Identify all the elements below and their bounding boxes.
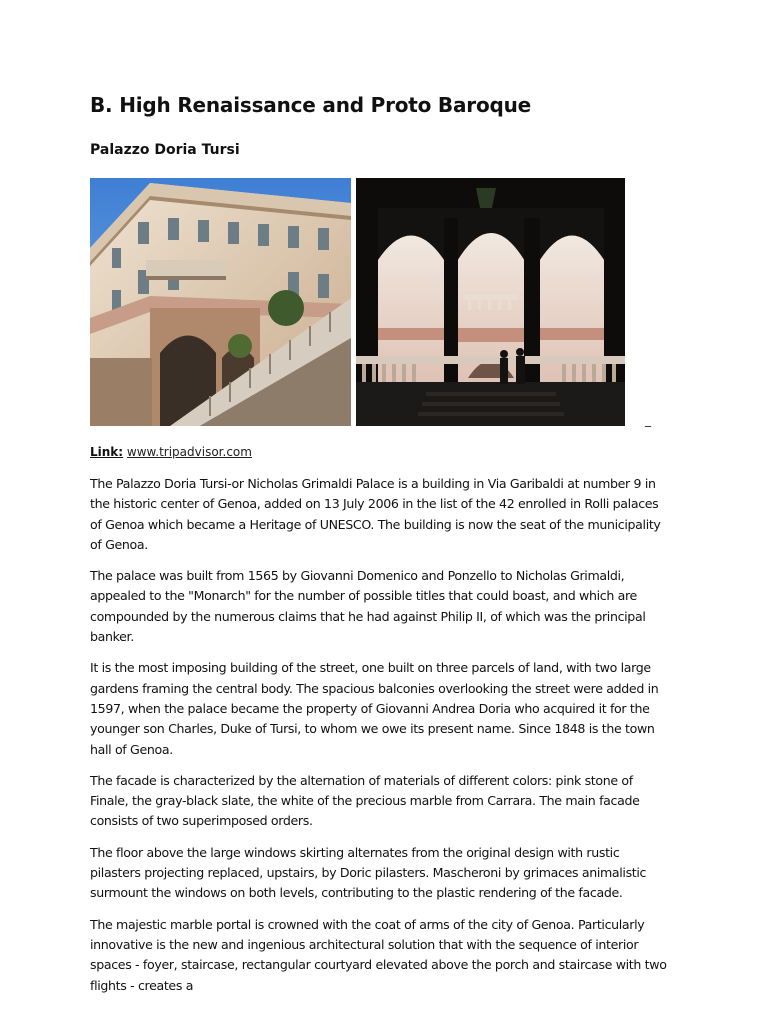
paragraph: The Palazzo Doria Tursi-or Nicholas Grimaldi Palace is a building in Via Garibaldi at number 9 in the historic center of Genoa, added on 13 July 2006 in the list of the 42 enrolled in Rolli palaces of Genoa which became a Heritage of UNESCO. The building is now the seat of the municipality of Genoa.: [90, 476, 661, 552]
section-heading: B. High Renaissance and Proto Baroque: [90, 93, 531, 117]
subsection-heading: Palazzo Doria Tursi: [90, 142, 240, 158]
link-label: Link:: [90, 445, 124, 459]
paragraph: The majestic marble portal is crowned with the coat of arms of the city of Genoa. Particularly innovative is the new and ingenious architectural solution that with the sequence of interior spaces - foyer, staircase, rectangular courtyard elevated above the porch and staircase with two flights - creates a: [90, 916, 667, 993]
courtyard-arcade-photo: [356, 178, 625, 426]
trailing-mark: _: [645, 413, 651, 427]
paragraph: It is the most imposing building of the street, one built on three parcels of land, with two large gardens framing the central body. The spacious balconies overlooking the street were added in 1597, when the palace became the property of Giovanni Andrea Doria who acquired it for the younger son Charles, Duke of Tursi, to whom we owe its present name. Since 1848 is the town hall of Genoa.: [90, 660, 659, 757]
paragraph: The floor above the large windows skirting alternates from the original design with rustic pilasters projecting replaced, upstairs, by Doric pilasters. Mascheroni by grimaces animalistic surmount the windows on both levels, contributing to the plastic rendering of the facade.: [90, 844, 647, 901]
paragraph: The facade is characterized by the alternation of materials of different colors: pink stone of Finale, the gray-black slate, the white of the precious marble from Carrara. The main facade consists of two superimposed orders.: [90, 772, 640, 829]
tripadvisor-link[interactable]: www.tripadvisor.com: [126, 445, 252, 459]
link-line: [90, 445, 252, 459]
palazzo-facade-photo: [90, 178, 351, 426]
body-text: [90, 474, 670, 1007]
paragraph: The palace was built from 1565 by Giovanni Domenico and Ponzello to Nicholas Grimaldi, appealed to the "Monarch" for the number of possible titles that could boast, and which are compounded by the numerous claims that he had against Philip II, of which was the principal banker.: [90, 568, 646, 645]
